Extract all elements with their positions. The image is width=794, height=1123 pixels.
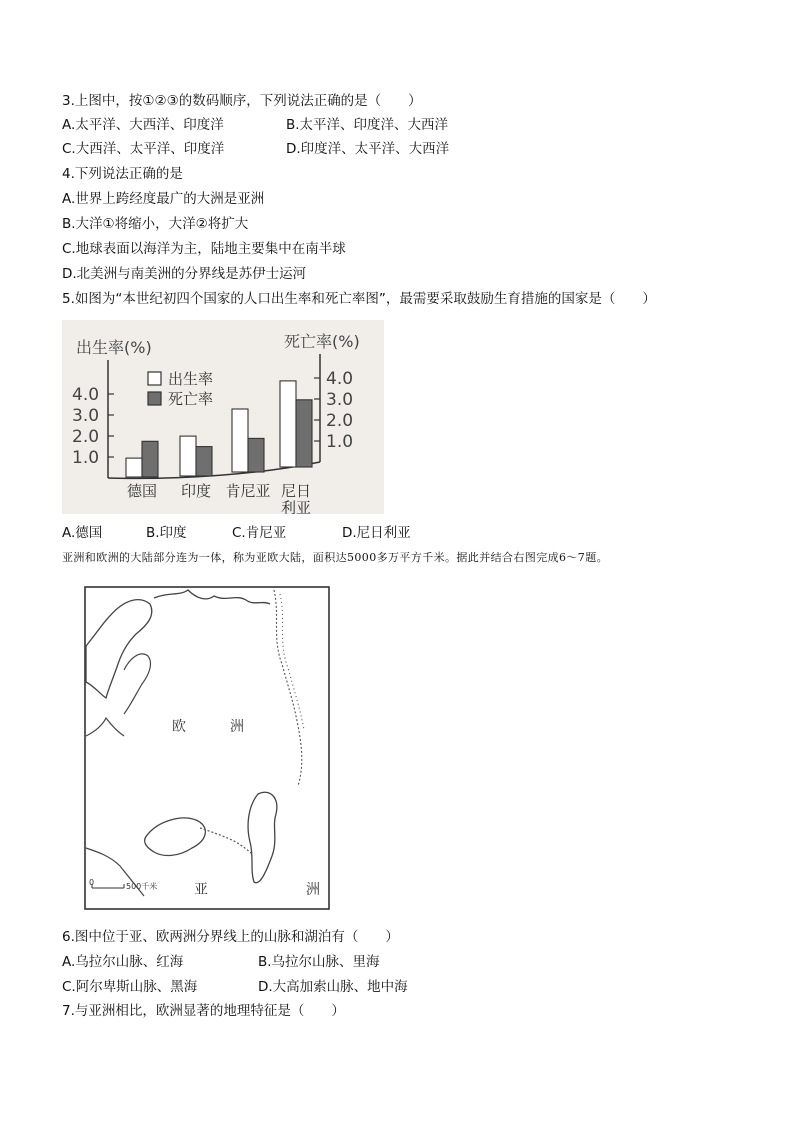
q3-options-row2 xyxy=(62,140,762,158)
q6-option-d: D.大高加索山脉、地中海 xyxy=(258,979,408,995)
left-tick-label: 3.0 xyxy=(72,406,100,426)
q5-option-c: C.肯尼亚 xyxy=(232,525,287,541)
eurasia-map xyxy=(84,586,330,910)
bar-出生率-1 xyxy=(180,436,196,476)
chart-svg xyxy=(62,320,384,514)
right-tick-label: 2.0 xyxy=(326,411,354,431)
bar-出生率-2 xyxy=(232,409,248,472)
q5-option-d: D.尼日利亚 xyxy=(342,525,411,541)
q6-option-b: B.乌拉尔山脉、里海 xyxy=(258,954,380,970)
map-frame xyxy=(85,587,329,909)
chart-legend xyxy=(148,370,213,408)
map-label-europe-1: 欧 xyxy=(172,719,186,735)
left-tick-label: 2.0 xyxy=(72,427,100,447)
map-label-asia-1: 亚 xyxy=(194,882,208,898)
q7-stem: 7.与亚洲相比，欧洲显著的地理特征是（ ） xyxy=(62,1003,345,1019)
bar-出生率-0 xyxy=(126,458,142,477)
right-tick-label: 3.0 xyxy=(326,390,354,410)
map-svg xyxy=(84,586,330,910)
q3-option-b: B.太平洋、印度洋、大西洋 xyxy=(286,117,449,133)
q4-option-a: A.世界上跨经度最广的大洲是亚洲 xyxy=(62,191,265,207)
scale-text: 500千米 xyxy=(126,882,158,891)
left-tick-label: 1.0 xyxy=(72,448,100,468)
category-label-1: 印度 xyxy=(180,482,212,500)
q6-option-c: C.阿尔卑斯山脉、黑海 xyxy=(62,979,198,995)
bar-死亡率-3 xyxy=(296,400,312,467)
q4-stem: 4.下列说法正确的是 xyxy=(62,166,183,182)
bar-死亡率-2 xyxy=(248,438,264,472)
right-tick-label: 4.0 xyxy=(326,369,354,389)
q4-option-c: C.地球表面以海洋为主，陆地主要集中在南半球 xyxy=(62,241,346,257)
bar-死亡率-1 xyxy=(196,447,212,476)
category-label-2: 肯尼亚 xyxy=(225,482,271,500)
q6-options-row1 xyxy=(62,953,762,971)
q6-option-a: A.乌拉尔山脉、红海 xyxy=(62,954,184,970)
q4-option-d: D.北美洲与南美洲的分界线是苏伊士运河 xyxy=(62,266,307,282)
q6-7-intro: 亚洲和欧洲的大陆部分连为一体，称为亚欧大陆，面积达5000多万平方千米。据此并结合右图完成6～7题。 xyxy=(62,551,608,564)
bar-死亡率-0 xyxy=(142,441,158,477)
legend-label-1: 死亡率 xyxy=(168,390,214,408)
q5-option-b: B.印度 xyxy=(146,525,187,541)
birth-death-rate-chart xyxy=(62,320,384,514)
legend-swatch-0 xyxy=(148,372,161,385)
q5-option-a: A.德国 xyxy=(62,525,103,541)
left-tick-label: 4.0 xyxy=(72,385,100,405)
right-tick-label: 1.0 xyxy=(326,432,354,452)
category-label-3: 尼日 xyxy=(280,482,312,500)
bar-出生率-3 xyxy=(280,381,296,467)
legend-label-0: 出生率 xyxy=(168,370,214,388)
q3-option-c: C.大西洋、太平洋、印度洋 xyxy=(62,141,225,157)
y-axis-label-right: 死亡率(%) xyxy=(284,332,360,351)
q4-option-b: B.大洋①将缩小，大洋②将扩大 xyxy=(62,216,249,232)
chart-categories xyxy=(127,482,311,514)
q5-options-row xyxy=(62,524,762,542)
q3-options-row1 xyxy=(62,116,762,134)
category-label-3: 利亚 xyxy=(280,499,312,514)
map-label-asia-2: 洲 xyxy=(306,882,320,898)
scale-zero: 0 xyxy=(89,878,95,887)
legend-swatch-1 xyxy=(148,392,161,405)
q3-option-d: D.印度洋、太平洋、大西洋 xyxy=(286,141,450,157)
q3-option-a: A.太平洋、大西洋、印度洋 xyxy=(62,117,224,133)
map-label-europe-2: 洲 xyxy=(230,719,244,735)
q6-stem: 6.图中位于亚、欧两洲分界线上的山脉和湖泊有（ ） xyxy=(62,929,399,945)
q3-stem: 3.上图中，按①②③的数码顺序，下列说法正确的是（ ） xyxy=(62,93,422,109)
y-axis-label-left: 出生率(%) xyxy=(76,338,152,357)
category-label-0: 德国 xyxy=(126,482,158,500)
q6-options-row2 xyxy=(62,978,762,996)
q5-stem: 5.如图为“本世纪初四个国家的人口出生率和死亡率图”，最需要采取鼓励生育措施的国家是（ ） xyxy=(62,291,656,307)
